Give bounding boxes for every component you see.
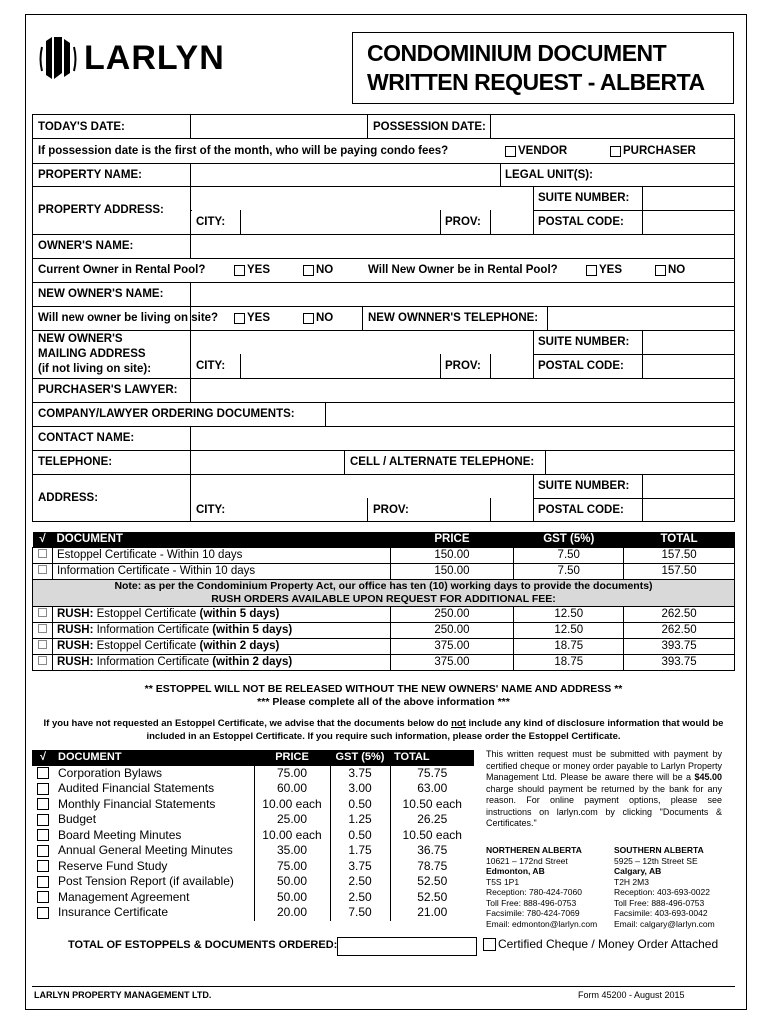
cell-alt-label: CELL / ALTERNATE TELEPHONE: xyxy=(350,456,535,468)
south-reception: Reception: 403-693-0022 xyxy=(614,887,710,897)
payment-info xyxy=(486,749,722,830)
cheque-checkbox[interactable] xyxy=(483,938,496,951)
row-checkbox[interactable] xyxy=(37,907,49,919)
check-header: √ xyxy=(32,750,54,766)
cell-alt-field[interactable] xyxy=(547,450,733,474)
new-owner-rental-label: Will New Owner be in Rental Pool? xyxy=(368,264,558,276)
price-header: PRICE xyxy=(254,750,330,766)
gst: 12.50 xyxy=(514,623,624,639)
north-city: Edmonton, AB xyxy=(486,866,545,876)
document-name: Management Agreement xyxy=(58,889,190,904)
row-checkbox[interactable] xyxy=(37,860,49,872)
total-ordered-label: TOTAL OF ESTOPPELS & DOCUMENTS ORDERED: xyxy=(68,939,338,951)
purchasers-lawyer-label: PURCHASER'S LAWYER: xyxy=(38,384,178,396)
new-owner-rental-yes[interactable] xyxy=(581,258,622,282)
row-checkbox-cell[interactable] xyxy=(32,890,54,906)
checkbox[interactable] xyxy=(234,313,245,324)
price: 35.00 xyxy=(254,843,330,859)
document-name xyxy=(52,655,390,671)
row-checkbox[interactable] xyxy=(33,655,53,671)
living-on-site-yes[interactable] xyxy=(229,306,270,330)
rush-note xyxy=(33,580,735,607)
row-checkbox-cell[interactable] xyxy=(32,797,54,813)
price: 25.00 xyxy=(254,812,330,828)
table-row xyxy=(32,905,474,921)
row-checkbox[interactable] xyxy=(37,783,49,795)
document-name: Monthly Financial Statements xyxy=(58,796,216,811)
document-name: Estoppel Certificate - Within 10 days xyxy=(52,548,390,564)
address-label: ADDRESS: xyxy=(38,492,99,504)
contact-name-field[interactable] xyxy=(193,426,733,450)
document-header: DOCUMENT xyxy=(52,532,390,548)
city-label: CITY: xyxy=(196,216,226,228)
total: 10.50 each xyxy=(390,797,474,813)
table-row xyxy=(32,828,474,844)
no-label: NO xyxy=(316,312,334,324)
price: 50.00 xyxy=(254,890,330,906)
gst-header: GST (5%) xyxy=(330,750,390,766)
address-prov-label: PROV: xyxy=(373,504,409,516)
south-email: Email: calgary@larlyn.com xyxy=(614,918,715,929)
company-lawyer-label: COMPANY/LAWYER ORDERING DOCUMENTS: xyxy=(38,408,295,420)
new-owner-living-label: Will new owner be living on site? xyxy=(38,312,219,324)
north-tollfree: Toll Free: 888-496-0753 xyxy=(486,897,577,908)
document-name xyxy=(52,623,390,639)
note-line1: Note: as per the Condominium Property Act, our office has ten (10) working days to provide the documents) xyxy=(114,580,653,592)
yes-label: YES xyxy=(247,312,271,324)
price: 150.00 xyxy=(390,548,514,564)
total: 157.50 xyxy=(624,548,735,564)
yes-label: YES xyxy=(247,264,271,276)
total: 63.00 xyxy=(390,781,474,797)
address-suite-number-label: SUITE NUMBER: xyxy=(538,480,630,492)
gst-header: GST (5%) xyxy=(514,532,624,548)
price: 50.00 xyxy=(254,874,330,890)
returned-fee: $45.00 xyxy=(694,772,722,782)
table-row xyxy=(32,859,474,875)
address-city-label: CITY: xyxy=(196,504,226,516)
possession-date-label: POSSESSION DATE: xyxy=(373,120,486,133)
property-name-label: PROPERTY NAME: xyxy=(38,168,142,181)
row-checkbox[interactable] xyxy=(37,876,49,888)
table-row xyxy=(33,564,735,580)
row-checkbox[interactable] xyxy=(33,623,53,639)
current-owner-rental-no[interactable] xyxy=(298,258,333,282)
owners-name-field[interactable] xyxy=(193,234,733,258)
document-name xyxy=(52,639,390,655)
notice-line1: ** ESTOPPEL WILL NOT BE RELEASED WITHOUT THE NEW OWNERS' NAME AND ADDRESS ** xyxy=(144,683,623,695)
mailing-postal-code-label: POSTAL CODE: xyxy=(538,360,624,372)
north-title: NORTHEREN ALBERTA xyxy=(486,845,582,855)
contact-name-label: CONTACT NAME: xyxy=(38,432,135,444)
living-on-site-no[interactable] xyxy=(298,306,333,330)
document-name: Reserve Fund Study xyxy=(58,858,168,873)
table-row xyxy=(32,766,474,782)
row-checkbox[interactable] xyxy=(33,548,53,564)
gst: 18.75 xyxy=(514,655,624,671)
postal-code-label: POSTAL CODE: xyxy=(538,216,624,228)
mailing-city-label: CITY: xyxy=(196,360,226,372)
disclosure-notice xyxy=(32,717,735,743)
price: 75.00 xyxy=(254,859,330,875)
south-title: SOUTHERN ALBERTA xyxy=(614,845,704,855)
rush-tag: RUSH: xyxy=(56,608,94,620)
price-header: PRICE xyxy=(390,532,514,548)
price: 250.00 xyxy=(390,623,514,639)
payment-info-p1: This written request must be submitted with payment by certified cheque or money order payable to Larlyn Property Management Ltd. Please be aware there will be a xyxy=(486,749,722,782)
mailing-address-label xyxy=(33,330,151,378)
row-checkbox-cell[interactable] xyxy=(32,905,54,921)
total-header: TOTAL xyxy=(624,532,735,548)
notice-line4: included in an Estoppel Certificate. If you require such information, please order the Estoppel Certificate. xyxy=(146,731,621,742)
form-title-line1: CONDOMINIUM DOCUMENT xyxy=(367,40,667,66)
document-name: Information Certificate - Within 10 days xyxy=(52,564,390,580)
mailing-suite-number-label: SUITE NUMBER: xyxy=(538,336,630,348)
south-postal: T2H 2M3 xyxy=(614,876,649,887)
row-checkbox-cell[interactable] xyxy=(32,781,54,797)
table-row xyxy=(33,655,735,671)
price: 375.00 xyxy=(390,639,514,655)
telephone-label: TELEPHONE: xyxy=(38,456,113,468)
gst: 18.75 xyxy=(514,639,624,655)
table-row xyxy=(33,623,735,639)
address-postal-code-label: POSTAL CODE: xyxy=(538,504,624,516)
checkbox[interactable] xyxy=(586,265,597,276)
rush-when: (within 2 days) xyxy=(212,656,293,668)
notice-line2: *** Please complete all of the above information *** xyxy=(257,696,510,708)
row-checkbox[interactable] xyxy=(33,607,53,623)
price: 75.00 xyxy=(254,766,330,782)
notice-line3a: If you have not requested an Estoppel Certificate, we advise that the documents below do xyxy=(43,718,452,729)
row-checkbox-cell[interactable] xyxy=(32,859,54,875)
total-header: TOTAL xyxy=(390,750,474,766)
gst: 3.00 xyxy=(330,781,390,797)
table-row xyxy=(32,781,474,797)
cheque-label: Certified Cheque / Money Order Attached xyxy=(498,937,719,951)
gst: 12.50 xyxy=(514,607,624,623)
row-checkbox-cell[interactable] xyxy=(32,766,54,782)
note-line2: RUSH ORDERS AVAILABLE UPON REQUEST FOR ADDITIONAL FEE: xyxy=(211,593,556,605)
table-row xyxy=(33,639,735,655)
document-name: Insurance Certificate xyxy=(58,905,169,919)
document-name: Budget xyxy=(58,812,97,826)
purchaser-option[interactable] xyxy=(605,139,696,163)
check-header: √ xyxy=(33,532,53,548)
row-checkbox[interactable] xyxy=(37,829,49,841)
total: 52.50 xyxy=(390,890,474,906)
row-checkbox-cell[interactable] xyxy=(32,843,54,859)
rush-tag: RUSH: xyxy=(56,624,94,636)
price: 60.00 xyxy=(254,781,330,797)
current-owner-rental-label: Current Owner in Rental Pool? xyxy=(38,264,206,276)
checkbox[interactable] xyxy=(234,265,245,276)
gst: 1.75 xyxy=(330,843,390,859)
total: 36.75 xyxy=(390,843,474,859)
document-name: Annual General Meeting Minutes xyxy=(58,843,233,857)
new-owner-telephone-field[interactable] xyxy=(549,306,733,330)
rush-doc: Estoppel Certificate xyxy=(93,640,200,652)
rush-tag: RUSH: xyxy=(56,640,94,652)
current-owner-rental-yes[interactable] xyxy=(229,258,270,282)
document-name: Corporation Bylaws xyxy=(58,765,163,780)
form-title-box xyxy=(352,32,734,104)
total: 157.50 xyxy=(624,564,735,580)
north-postal: T5S 1P1 xyxy=(486,876,520,887)
south-street: 5925 – 12th Street SE xyxy=(614,855,698,866)
documents-table xyxy=(32,750,474,921)
rush-doc: Estoppel Certificate xyxy=(93,608,200,620)
mailing-prov-label: PROV: xyxy=(445,360,481,372)
gst: 7.50 xyxy=(514,564,624,580)
document-name: Audited Financial Statements xyxy=(58,781,215,795)
south-tollfree: Toll Free: 888-496-0753 xyxy=(614,897,705,908)
table-row xyxy=(32,874,474,890)
purchasers-lawyer-field[interactable] xyxy=(193,378,733,402)
table-row xyxy=(33,607,735,623)
mailing-label-line3: (if not living on site): xyxy=(38,362,152,375)
purchaser-label: PURCHASER xyxy=(623,145,696,157)
total: 262.50 xyxy=(624,607,735,623)
total: 393.75 xyxy=(624,655,735,671)
new-owners-name-label: NEW OWNER'S NAME: xyxy=(38,288,164,300)
south-city: Calgary, AB xyxy=(614,866,662,876)
new-owner-telephone-label: NEW OWNNER'S TELEPHONE: xyxy=(368,312,539,324)
total-ordered-field[interactable] xyxy=(337,937,477,956)
row-checkbox-cell[interactable] xyxy=(32,828,54,844)
todays-date-label: TODAY'S DATE: xyxy=(38,120,125,133)
gst: 2.50 xyxy=(330,890,390,906)
form-title-line2: WRITTEN REQUEST - ALBERTA xyxy=(367,69,705,95)
gst: 1.25 xyxy=(330,812,390,828)
prov-label: PROV: xyxy=(445,216,481,228)
footer-divider xyxy=(32,986,735,987)
document-name: Board Meeting Minutes xyxy=(58,827,182,842)
checkbox[interactable] xyxy=(303,313,314,324)
total: 10.50 each xyxy=(390,828,474,844)
price: 10.00 each xyxy=(254,828,330,844)
row-checkbox[interactable] xyxy=(37,891,49,903)
larlyn-logo xyxy=(38,32,225,84)
price: 250.00 xyxy=(390,607,514,623)
estoppel-table-header xyxy=(33,532,735,548)
footer-company: LARLYN PROPERTY MANAGEMENT LTD. xyxy=(34,990,212,1000)
who-pays-label: If possession date is the first of the month, who will be paying condo fees? xyxy=(38,145,449,157)
table-row xyxy=(33,548,735,564)
document-header: DOCUMENT xyxy=(54,750,254,766)
row-checkbox[interactable] xyxy=(33,639,53,655)
gst: 7.50 xyxy=(330,905,390,921)
new-owner-rental-no[interactable] xyxy=(650,258,685,282)
rush-tag: RUSH: xyxy=(56,656,94,668)
price: 20.00 xyxy=(254,905,330,921)
northern-office xyxy=(486,845,606,929)
table-row xyxy=(32,797,474,813)
total: 78.75 xyxy=(390,859,474,875)
north-reception: Reception: 780-424-7060 xyxy=(486,887,582,897)
payment-info-p2: charge should payment be returned by the bank for any reason. For online payment options, please see instructions on larlyn.com by clicking "Documents & Certificates." xyxy=(486,783,722,828)
total: 393.75 xyxy=(624,639,735,655)
documents-table-header xyxy=(32,750,474,766)
rush-doc: Information Certificate xyxy=(93,656,213,668)
southern-office xyxy=(614,845,734,929)
no-label: NO xyxy=(316,264,334,276)
row-checkbox[interactable] xyxy=(37,845,49,857)
todays-date-field[interactable] xyxy=(193,115,366,138)
gst: 7.50 xyxy=(514,548,624,564)
row-checkbox[interactable] xyxy=(37,767,49,779)
mailing-label-line1: NEW OWNER'S xyxy=(38,332,123,345)
rush-when: (within 5 days) xyxy=(199,608,280,620)
larlyn-logo-icon xyxy=(38,33,78,83)
rush-when: (within 2 days) xyxy=(199,640,280,652)
purchaser-checkbox[interactable] xyxy=(610,146,621,157)
gst: 3.75 xyxy=(330,766,390,782)
no-label: NO xyxy=(668,264,686,276)
gst: 3.75 xyxy=(330,859,390,875)
gst: 2.50 xyxy=(330,874,390,890)
vendor-checkbox[interactable] xyxy=(505,146,516,157)
estoppel-table xyxy=(32,532,735,671)
gst: 0.50 xyxy=(330,797,390,813)
new-owners-name-field[interactable] xyxy=(193,282,733,306)
total: 75.75 xyxy=(390,766,474,782)
north-email: Email: edmonton@larlyn.com xyxy=(486,918,598,929)
mailing-label-line2: MAILING ADDRESS xyxy=(38,347,146,360)
estoppel-notice xyxy=(32,683,735,709)
total: 52.50 xyxy=(390,874,474,890)
checkbox[interactable] xyxy=(655,265,666,276)
north-street: 10621 – 172nd Street xyxy=(486,855,568,866)
legal-units-field[interactable] xyxy=(598,163,733,186)
property-address-label: PROPERTY ADDRESS: xyxy=(38,204,164,216)
row-checkbox-cell[interactable] xyxy=(32,812,54,828)
rush-when: (within 5 days) xyxy=(212,624,293,636)
company-lawyer-field[interactable] xyxy=(328,402,733,426)
possession-date-field[interactable] xyxy=(493,115,733,138)
logo-text: LARLYN xyxy=(84,38,225,77)
row-checkbox[interactable] xyxy=(33,564,53,580)
table-row xyxy=(32,812,474,828)
request-form-grid xyxy=(32,114,735,522)
table-row xyxy=(32,890,474,906)
gst: 0.50 xyxy=(330,828,390,844)
row-checkbox[interactable] xyxy=(37,798,49,810)
total: 262.50 xyxy=(624,623,735,639)
owners-name-label: OWNER'S NAME: xyxy=(38,240,134,252)
yes-label: YES xyxy=(599,264,623,276)
telephone-field[interactable] xyxy=(193,450,343,474)
footer-form-number: Form 45200 - August 2015 xyxy=(578,990,685,1000)
checkbox[interactable] xyxy=(303,265,314,276)
row-checkbox[interactable] xyxy=(37,814,49,826)
north-fax: Facsimile: 780-424-7069 xyxy=(486,908,580,918)
rush-doc: Information Certificate xyxy=(93,624,213,636)
vendor-label: VENDOR xyxy=(518,145,568,157)
property-name-field[interactable] xyxy=(193,163,499,186)
cheque-attached-option[interactable] xyxy=(483,937,718,951)
document-name: Post Tension Report (if available) xyxy=(58,874,234,888)
total: 21.00 xyxy=(390,905,474,921)
row-checkbox-cell[interactable] xyxy=(32,874,54,890)
total: 26.25 xyxy=(390,812,474,828)
south-fax: Facsimile: 403-693-0042 xyxy=(614,908,708,918)
document-name xyxy=(52,607,390,623)
price: 10.00 each xyxy=(254,797,330,813)
notice-line3c: include any kind of disclosure information that would be xyxy=(465,718,724,729)
notice-not: not xyxy=(451,718,466,729)
suite-number-label: SUITE NUMBER: xyxy=(538,192,630,204)
table-row xyxy=(32,843,474,859)
legal-units-label: LEGAL UNIT(S): xyxy=(505,168,593,181)
price: 150.00 xyxy=(390,564,514,580)
vendor-option[interactable] xyxy=(500,139,567,163)
price: 375.00 xyxy=(390,655,514,671)
